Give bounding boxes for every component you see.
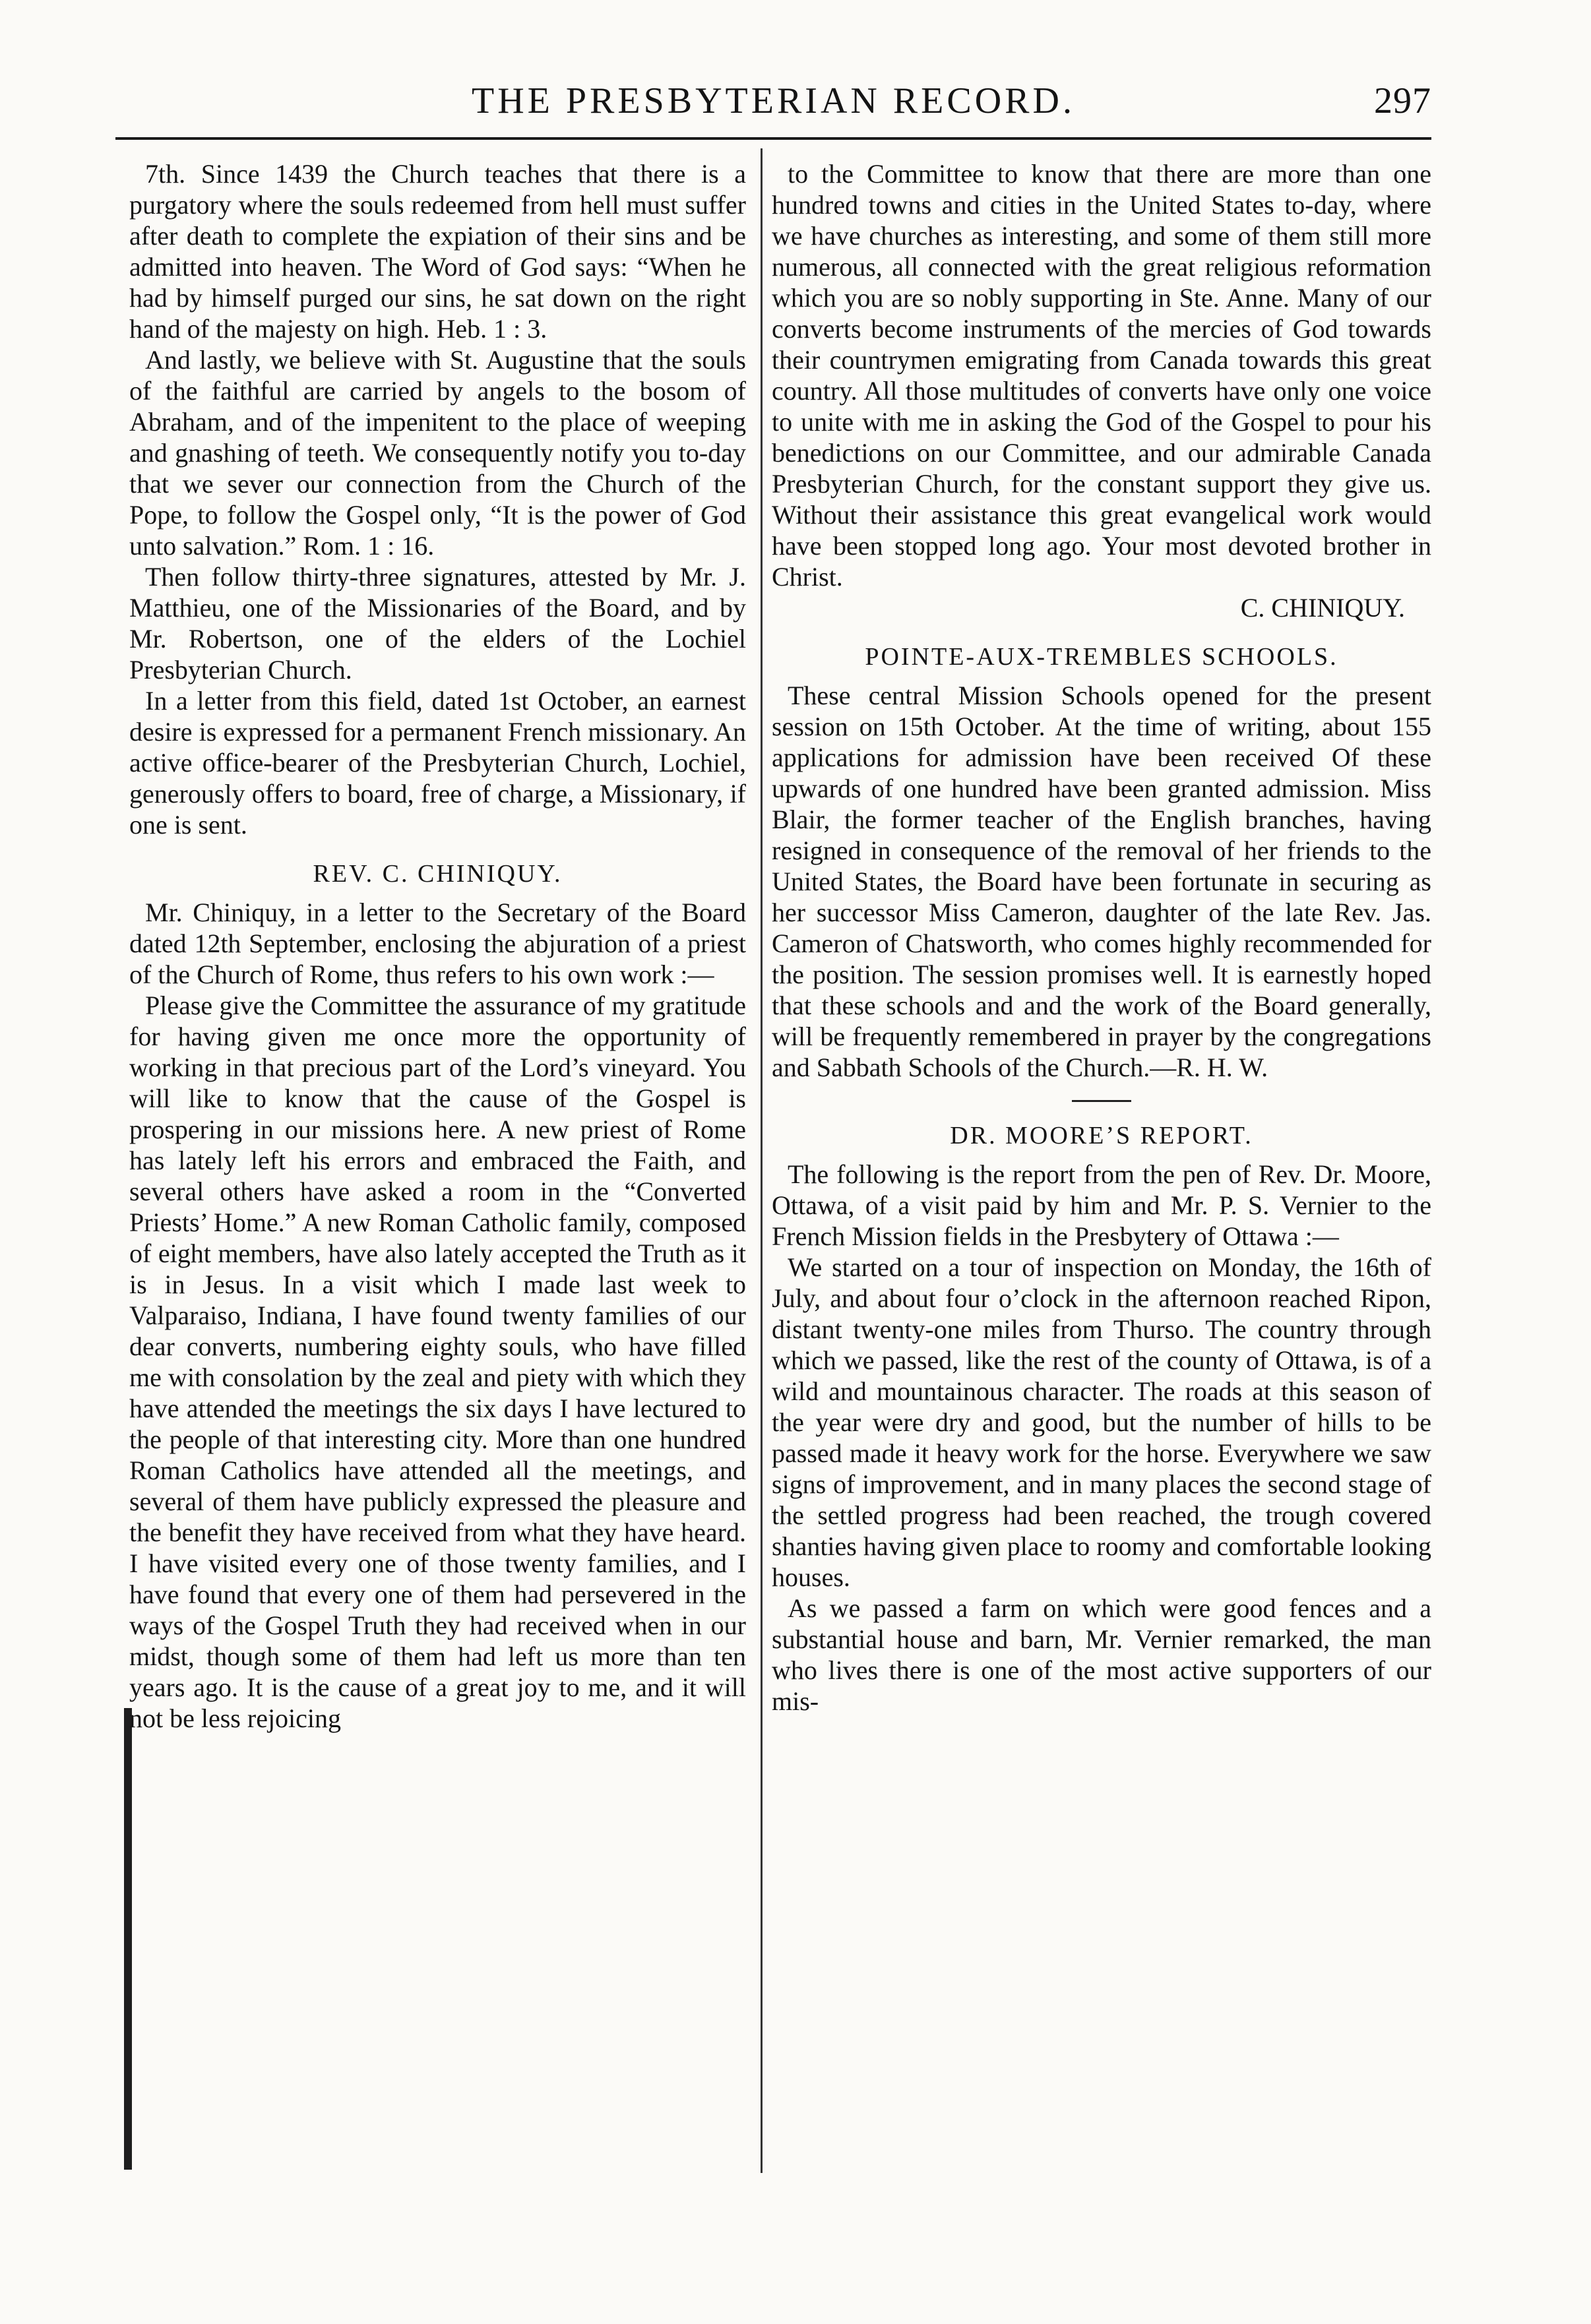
paragraph: Then follow thirty-three signatures, attested by Mr. J. Matthieu, one of the Missionaries of the Board, and by Mr. Robertson, one of the elders of the Lochiel Presbyterian Church. [129, 562, 746, 685]
paragraph: In a letter from this field, dated 1st October, an earnest desire is expressed for a permanent French missionary. An active office-bearer of the Presbyterian Church, Lochiel, generously offers to board, free of charge, a Missionary, if one is sent. [129, 686, 746, 840]
page-number: 297 [1374, 80, 1431, 121]
paragraph: Please give the Committee the assurance of my gratitude for having given me once more the opportunity of working in that precious part of the Lord’s vineyard. You will like to know that the cause of the Gospel is prospering in our missions here. A new priest of Rome has lately left his errors and embraced the Faith, and several others have asked a room in the “Converted Priests’ Home.” A new Roman Catholic family, composed of eight members, have also lately accepted the Truth as it is in Jesus. In a visit which I made last week to Valparaiso, Indiana, I have found twenty families of our dear converts, numbering eighty souls, who have filled me with consolation by the zeal and piety with which they have attended the meetings the six days I have lectured to the people of that interesting city. More than one hundred Roman Catholics have attended all the meetings, and several of them have publicly expressed the pleasure and the benefit they have received from what they have heard. I have visited every one of those twenty families, and I have found that every one of them had persevered in the ways of the Gospel Truth they had received when in our midst, though some of them had left us more than ten years ago. It is the cause of a great joy to me, and it will not be less rejoicing [129, 991, 746, 1733]
column-divider [761, 148, 763, 2173]
paragraph: As we passed a farm on which were good fences and a substantial house and barn, Mr. Vernier remarked, the man who lives there is one of the most active supporters of our mis- [772, 1593, 1431, 1716]
journal-title: THE PRESBYTERIAN RECORD. [472, 80, 1075, 121]
paragraph: The following is the report from the pen of Rev. Dr. Moore, Ottawa, of a visit paid by him and Mr. P. S. Vernier to the French Mission fields in the Presbytery of Ottawa :— [772, 1159, 1431, 1251]
paragraph: These central Mission Schools opened for the present session on 15th October. At the time of writing, about 155 applications for admission have been received Of these upwards of one hundred have been granted admission. Miss Blair, the former teacher of the English branches, having resigned in consequence of the removal of her friends to the United States, the Board have been fortunate in securing as her successor Miss Cameron, daughter of the late Rev. Jas. Cameron of Chatsworth, who comes highly recommended for the position. The session promises well. It is earnestly hoped that these schools and and the work of the Board generally, will be frequently remembered in prayer by the congregations and Sabbath Schools of the Church.—R. H. W. [772, 681, 1431, 1082]
paragraph: And lastly, we believe with St. Augustine that the souls of the faithful are carried by angels to the bosom of Abraham, and of the impenitent to the place of weeping and gnashing of teeth. We consequently notify you to-day that we sever our connection from the Church of the Pope, to follow the Gospel only, “It is the power of God unto salvation.” Rom. 1 : 16. [129, 345, 746, 561]
right-column [772, 158, 1431, 2170]
section-heading-chiniquy: REV. C. CHINIQUY. [313, 860, 563, 888]
section-heading-moore-report: DR. MOORE’S REPORT. [950, 1122, 1253, 1149]
section-divider [1072, 1100, 1131, 1102]
paragraph: to the Committee to know that there are more than one hundred towns and cities in the United States to-day, where we have churches as interesting, and some of them still more numerous, all connected with the great religious reformation which you are so nobly supporting in Ste. Anne. Many of our converts become instruments of the mercies of God towards their countrymen emigrating from Canada towards this great country. All those multitudes of converts have only one voice to unite with me in asking the God of the Gospel to pour his benedictions on our Committee, and our admirable Canada Presbyterian Church, for the constant support they give us. Without their assistance this great evangelical work would have been stopped long ago. Your most devoted brother in Christ. [772, 159, 1431, 592]
header-rule [115, 137, 1431, 140]
left-column [129, 158, 746, 2170]
running-header [115, 78, 1431, 124]
paragraph: 7th. Since 1439 the Church teaches that there is a purgatory where the souls redeemed from hell must suffer after death to complete the expiation of their sins and be admitted into heaven. The Word of God says: “When he had by himself purged our sins, he sat down on the right hand of the majesty on high. Heb. 1 : 3. [129, 159, 746, 344]
paragraph: Mr. Chiniquy, in a letter to the Secretary of the Board dated 12th September, enclosing the abjuration of a priest of the Church of Rome, thus refers to his own work :— [129, 898, 746, 989]
signature: C. CHINIQUY. [1240, 593, 1405, 623]
paragraph: We started on a tour of inspection on Monday, the 16th of July, and about four o’clock in the afternoon reached Ripon, distant twenty-one miles from Thurso. The country through which we passed, like the rest of the county of Ottawa, is of a wild and mountainous character. The roads at this season of the year were dry and good, but the number of hills to be passed made it heavy work for the horse. Everywhere we saw signs of improvement, and in many places the second stage of the settled progress had been reached, the trough covered shanties having given place to roomy and comfortable looking houses. [772, 1252, 1431, 1592]
section-heading-pointe-aux-trembles: POINTE-AUX-TREMBLES SCHOOLS. [865, 643, 1338, 671]
